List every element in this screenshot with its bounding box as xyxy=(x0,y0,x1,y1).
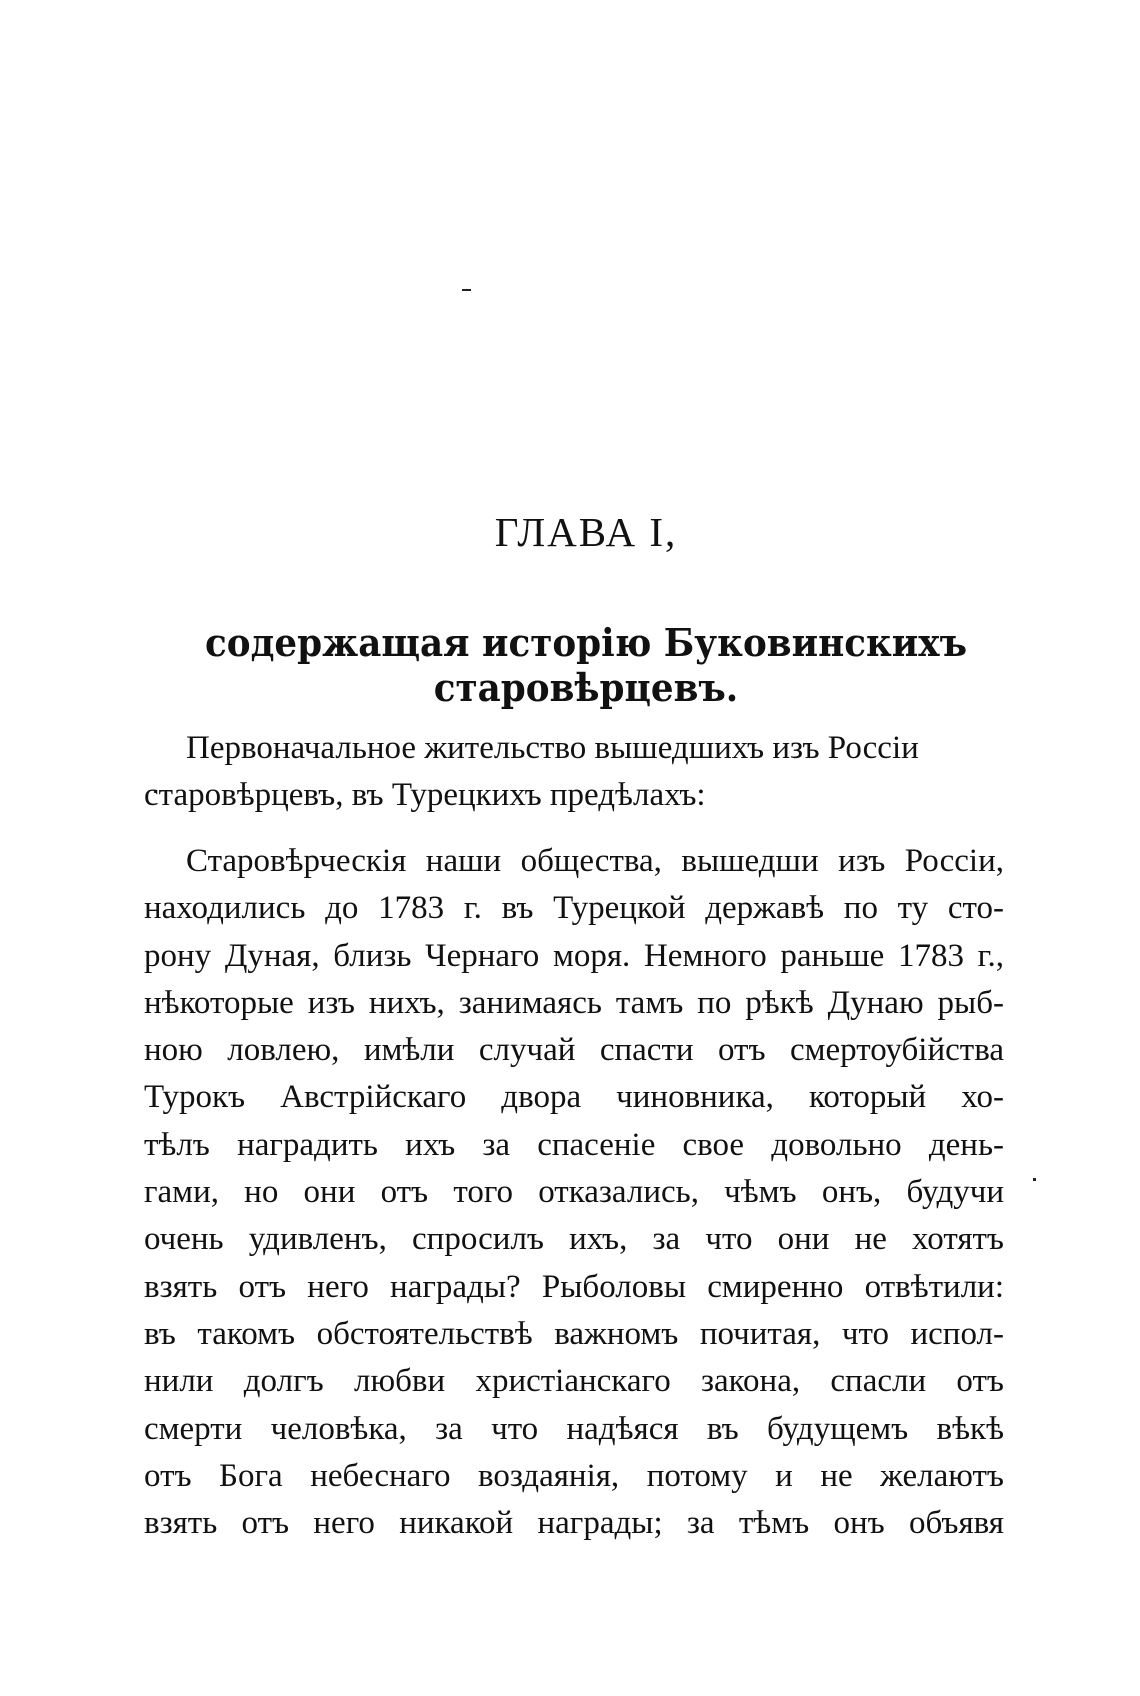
body-line: находились до 1783 г. въ Турецкой державѣ по ту сто- xyxy=(144,890,1004,927)
body-line: смерти человѣка, за что надѣяся въ будущемъ вѣкѣ xyxy=(144,1410,1004,1447)
body-line: ною ловлею, имѣли случай спасти отъ смертоубійства xyxy=(144,1032,1004,1069)
section-heading-line: Первоначальное жительство вышедшихъ изъ Россіи xyxy=(186,730,919,766)
print-speck xyxy=(462,289,471,291)
body-paragraph xyxy=(144,838,1004,1547)
body-line: тѣлъ наградить ихъ за спасеніе свое довольно день- xyxy=(144,1126,1004,1163)
body-line: отъ Бога небеснаго воздаянія, потому и не желаютъ xyxy=(144,1457,1004,1494)
section-heading-line: старовѣрцевъ, въ Турецкихъ предѣлахъ: xyxy=(144,777,706,813)
body-line: нили долгъ любви христіанскаго закона, спасли отъ xyxy=(144,1363,1004,1400)
section-heading xyxy=(144,725,1004,819)
body-line: Турокъ Австрійскаго двора чиновника, который хо- xyxy=(144,1079,1004,1116)
body-line: рону Дуная, близь Чернаго моря. Немного раньше 1783 г., xyxy=(144,937,1004,974)
body-line: нѣкоторые изъ нихъ, занимаясь тамъ по рѣкѣ Дунаю рыб- xyxy=(144,984,1004,1021)
chapter-title: ГЛАВА I, xyxy=(494,509,678,555)
body-line: взять отъ него никакой награды; за тѣмъ онъ объявя xyxy=(144,1505,1004,1542)
body-line: въ такомъ обстоятельствѣ важномъ почитая, что испол- xyxy=(144,1315,1004,1352)
body-line: очень удивленъ, спросилъ ихъ, за что они не хотятъ xyxy=(144,1221,1004,1258)
body-line: Старовѣрческія наши общества, вышедши изъ Россіи, xyxy=(186,843,1004,879)
print-speck xyxy=(1033,1178,1036,1181)
body-line: взять отъ него награды? Рыболовы смиренно отвѣтили: xyxy=(144,1268,1004,1305)
chapter-subtitle: содержащая исторію Буковинскихъ старовѣрцевъ. xyxy=(205,620,967,710)
body-line: гами, но они отъ того отказались, чѣмъ онъ, будучи xyxy=(144,1174,1004,1211)
